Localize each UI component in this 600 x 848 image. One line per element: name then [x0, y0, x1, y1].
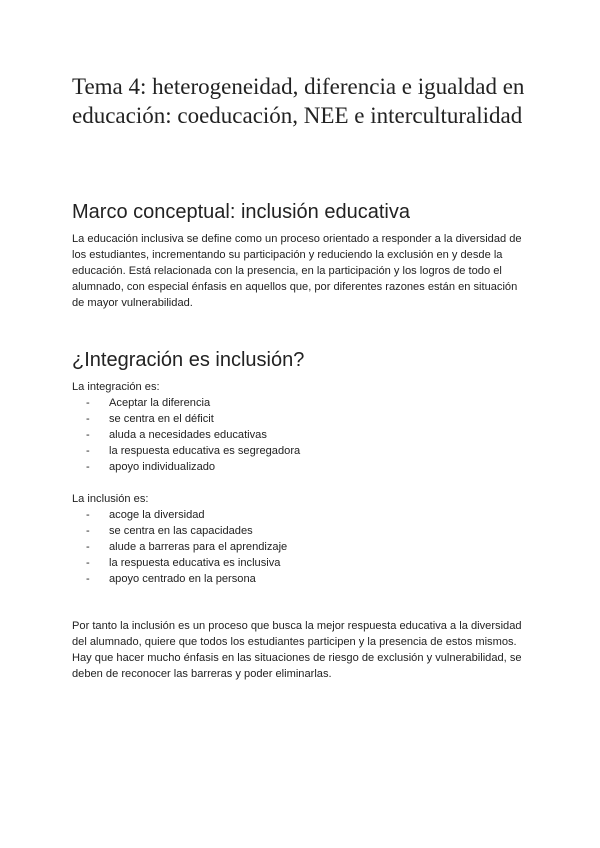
bullet-dash: - [86, 413, 90, 426]
list-item-text: la respuesta educativa es segregadora [109, 445, 301, 458]
list-item [86, 443, 300, 459]
list-item-text: alude a barreras para el aprendizaje [109, 541, 288, 554]
list-item-text: apoyo centrado en la persona [109, 573, 256, 586]
list-item-text: la respuesta educativa es inclusiva [109, 557, 281, 570]
list-item-text: Aceptar la diferencia [109, 397, 211, 409]
integration-label: La integración es: [72, 381, 160, 393]
conclusion-paragraph: Por tanto la inclusión es un proceso que busca la mejor respuesta educativa a la diversidad del alumnado, quiere que todos los estudiantes participen y la presencia de estos mismos. Hay que hacer mucho énfasis en las situaciones de riesgo de exclusión y vulnerabilidad, se deben de reconocer las barreras y poder eliminarlas. [72, 620, 522, 681]
document-title: Tema 4: heterogeneidad, diferencia e igualdad en educación: coeducación, NEE e interculturalidad [72, 74, 525, 128]
list-item [86, 539, 287, 555]
list-item [86, 523, 287, 539]
list-item [86, 395, 300, 411]
list-item [86, 411, 300, 427]
list-item [86, 571, 287, 587]
bullet-dash: - [86, 525, 90, 538]
bullet-dash: - [86, 573, 90, 586]
bullet-dash: - [86, 557, 90, 570]
bullet-dash: - [86, 509, 90, 521]
list-item-text: se centra en el déficit [109, 413, 214, 426]
inclusion-list [86, 507, 287, 587]
list-item-text: se centra en las capacidades [109, 525, 253, 538]
list-item-text: acoge la diversidad [109, 509, 205, 521]
list-item [86, 507, 287, 523]
section-paragraph-inclusion: La educación inclusiva se define como un proceso orientado a responder a la diversidad de los estudiantes, incrementando su participación y reduciendo la exclusión en y desde la educación. Está relacionada con la presencia, en la participación y los logros de todo el alumnado, con especial énfasis en aquellos que, por diferentes razones están en situación de mayor vulnerabilidad. [72, 233, 522, 310]
list-item [86, 427, 300, 443]
section-heading-marco-conceptual: Marco conceptual: inclusión educativa [72, 201, 410, 223]
list-item [86, 555, 287, 571]
list-item [86, 459, 300, 475]
section-heading-integracion: ¿Integración es inclusión? [72, 349, 305, 371]
list-item-text: apoyo individualizado [109, 461, 216, 474]
bullet-dash: - [86, 397, 90, 409]
integration-list [86, 395, 300, 475]
list-item-text: aluda a necesidades educativas [109, 429, 267, 442]
bullet-dash: - [86, 429, 90, 442]
inclusion-label: La inclusión es: [72, 493, 149, 505]
bullet-dash: - [86, 541, 90, 554]
bullet-dash: - [86, 445, 90, 458]
bullet-dash: - [86, 461, 90, 474]
